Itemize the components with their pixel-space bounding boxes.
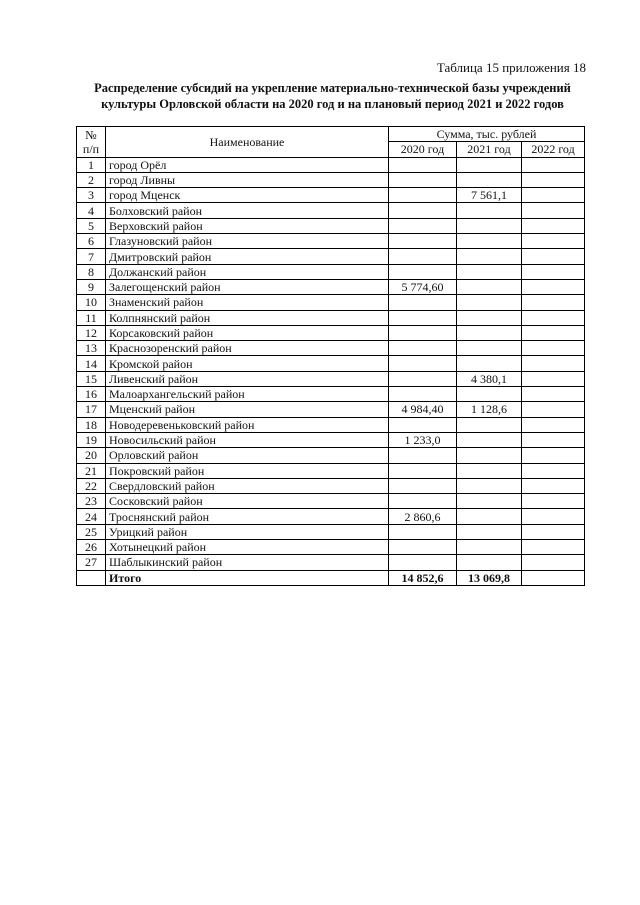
row-value-2020	[389, 188, 457, 203]
row-value-2021	[457, 249, 522, 264]
row-number: 2	[77, 172, 106, 187]
row-value-2022	[522, 463, 585, 478]
row-value-2021	[457, 524, 522, 539]
row-value-2021: 7 561,1	[457, 188, 522, 203]
row-value-2022	[522, 234, 585, 249]
column-header-2022: 2022 год	[522, 142, 585, 157]
table-row	[77, 402, 585, 417]
table-row	[77, 172, 585, 187]
row-number: 27	[77, 555, 106, 570]
table-row	[77, 509, 585, 524]
table-row	[77, 478, 585, 493]
table-row	[77, 432, 585, 447]
row-value-2021	[457, 341, 522, 356]
row-name: Залегощенский район	[106, 279, 389, 294]
row-value-2022	[522, 325, 585, 340]
row-value-2022	[522, 356, 585, 371]
table-row	[77, 448, 585, 463]
row-value-2022	[522, 417, 585, 432]
row-value-2021	[457, 555, 522, 570]
row-number: 10	[77, 295, 106, 310]
total-number-cell	[77, 570, 106, 585]
total-label: Итого	[106, 570, 389, 585]
row-value-2020	[389, 341, 457, 356]
row-name: Троснянский район	[106, 509, 389, 524]
table-row	[77, 188, 585, 203]
row-name: Хотынецкий район	[106, 540, 389, 555]
row-value-2020	[389, 264, 457, 279]
row-number: 26	[77, 540, 106, 555]
row-number: 9	[77, 279, 106, 294]
column-header-2020: 2020 год	[389, 142, 457, 157]
table-reference: Таблица 15 приложения 18	[436, 60, 586, 75]
row-value-2022	[522, 295, 585, 310]
row-value-2021	[457, 234, 522, 249]
row-name: Сосковский район	[106, 494, 389, 509]
row-value-2020	[389, 203, 457, 218]
row-value-2020	[389, 417, 457, 432]
row-name: Знаменский район	[106, 295, 389, 310]
row-name: Краснозоренский район	[106, 341, 389, 356]
table-row	[77, 417, 585, 432]
table-row	[77, 325, 585, 340]
row-value-2021	[457, 417, 522, 432]
table-row	[77, 264, 585, 279]
row-value-2021	[457, 295, 522, 310]
row-number: 16	[77, 387, 106, 402]
row-value-2022	[522, 203, 585, 218]
table-row	[77, 295, 585, 310]
row-number: 12	[77, 325, 106, 340]
row-value-2022	[522, 279, 585, 294]
row-name: Ливенский район	[106, 371, 389, 386]
row-name: Должанский район	[106, 264, 389, 279]
row-value-2021	[457, 463, 522, 478]
row-number: 18	[77, 417, 106, 432]
row-number: 19	[77, 432, 106, 447]
row-value-2021	[457, 478, 522, 493]
row-number: 20	[77, 448, 106, 463]
row-value-2021	[457, 494, 522, 509]
column-header-name: Наименование	[106, 127, 389, 158]
total-2020: 14 852,6	[389, 570, 457, 585]
row-name: Урицкий район	[106, 524, 389, 539]
row-value-2022	[522, 478, 585, 493]
row-number: 11	[77, 310, 106, 325]
row-value-2020: 5 774,60	[389, 279, 457, 294]
subsidy-table	[76, 126, 585, 586]
column-header-2021: 2021 год	[457, 142, 522, 157]
row-name: Шаблыкинский район	[106, 555, 389, 570]
row-value-2022	[522, 264, 585, 279]
row-value-2020	[389, 310, 457, 325]
row-name: Дмитровский район	[106, 249, 389, 264]
row-value-2020	[389, 555, 457, 570]
table-row	[77, 540, 585, 555]
row-name: Новосильский район	[106, 432, 389, 447]
row-value-2020	[389, 172, 457, 187]
row-value-2020	[389, 249, 457, 264]
column-header-sum-group: Сумма, тыс. рублей	[389, 127, 585, 142]
column-header-number-line2: п/п	[82, 141, 100, 156]
row-value-2020: 1 233,0	[389, 432, 457, 447]
row-value-2022	[522, 341, 585, 356]
row-value-2021	[457, 509, 522, 524]
row-value-2022	[522, 509, 585, 524]
row-value-2020	[389, 371, 457, 386]
row-value-2020	[389, 356, 457, 371]
total-2022	[522, 570, 585, 585]
row-value-2021	[457, 356, 522, 371]
row-value-2022	[522, 157, 585, 172]
row-number: 5	[77, 218, 106, 233]
row-value-2020	[389, 448, 457, 463]
table-row	[77, 279, 585, 294]
row-value-2021	[457, 264, 522, 279]
row-value-2021	[457, 387, 522, 402]
row-value-2021	[457, 279, 522, 294]
row-value-2021	[457, 203, 522, 218]
row-number: 1	[77, 157, 106, 172]
table-body	[77, 157, 585, 585]
row-value-2021	[457, 157, 522, 172]
row-name: Колпнянский район	[106, 310, 389, 325]
row-number: 21	[77, 463, 106, 478]
row-value-2022	[522, 524, 585, 539]
row-value-2021	[457, 540, 522, 555]
row-value-2020	[389, 540, 457, 555]
row-number: 25	[77, 524, 106, 539]
row-value-2022	[522, 432, 585, 447]
row-value-2020	[389, 387, 457, 402]
row-number: 4	[77, 203, 106, 218]
row-number: 23	[77, 494, 106, 509]
row-name: город Ливны	[106, 172, 389, 187]
row-value-2020	[389, 478, 457, 493]
row-value-2020: 2 860,6	[389, 509, 457, 524]
row-number: 15	[77, 371, 106, 386]
table-row	[77, 494, 585, 509]
row-value-2021	[457, 325, 522, 340]
row-value-2020: 4 984,40	[389, 402, 457, 417]
column-header-number	[77, 127, 106, 158]
row-value-2020	[389, 157, 457, 172]
document-title: Распределение субсидий на укрепление материально-технической базы учреждений культуры Орловской области на 2020 год и на плановый период 2021 и 2022 годов	[94, 81, 571, 111]
row-number: 22	[77, 478, 106, 493]
table-row	[77, 310, 585, 325]
row-name: город Орёл	[106, 157, 389, 172]
row-value-2021	[457, 310, 522, 325]
row-number: 24	[77, 509, 106, 524]
table-row	[77, 218, 585, 233]
row-value-2022	[522, 494, 585, 509]
row-name: Верховский район	[106, 218, 389, 233]
row-name: Орловский район	[106, 448, 389, 463]
row-number: 13	[77, 341, 106, 356]
row-value-2022	[522, 540, 585, 555]
row-name: Малоархангельский район	[106, 387, 389, 402]
row-value-2021	[457, 172, 522, 187]
table-row	[77, 555, 585, 570]
table-row	[77, 524, 585, 539]
row-value-2022	[522, 310, 585, 325]
row-value-2020	[389, 234, 457, 249]
table-total-row	[77, 570, 585, 585]
row-value-2022	[522, 371, 585, 386]
row-number: 14	[77, 356, 106, 371]
row-value-2022	[522, 448, 585, 463]
table-row	[77, 157, 585, 172]
table-header-row	[77, 127, 585, 142]
row-value-2022	[522, 555, 585, 570]
row-name: Корсаковский район	[106, 325, 389, 340]
row-number: 6	[77, 234, 106, 249]
row-name: Покровский район	[106, 463, 389, 478]
row-value-2021: 1 128,6	[457, 402, 522, 417]
row-value-2021: 4 380,1	[457, 371, 522, 386]
row-value-2020	[389, 325, 457, 340]
row-value-2020	[389, 494, 457, 509]
row-name: Мценский район	[106, 402, 389, 417]
column-header-number-line1: №	[85, 127, 97, 142]
row-value-2020	[389, 218, 457, 233]
row-value-2021	[457, 448, 522, 463]
table-row	[77, 371, 585, 386]
row-value-2022	[522, 172, 585, 187]
table-row	[77, 463, 585, 478]
row-number: 8	[77, 264, 106, 279]
row-name: Новодеревеньковский район	[106, 417, 389, 432]
row-value-2021	[457, 432, 522, 447]
table-row	[77, 249, 585, 264]
row-name: Свердловский район	[106, 478, 389, 493]
row-value-2020	[389, 463, 457, 478]
row-value-2022	[522, 249, 585, 264]
table-row	[77, 356, 585, 371]
total-2021: 13 069,8	[457, 570, 522, 585]
table-row	[77, 203, 585, 218]
row-value-2020	[389, 524, 457, 539]
row-number: 7	[77, 249, 106, 264]
row-number: 3	[77, 188, 106, 203]
row-value-2022	[522, 188, 585, 203]
row-value-2020	[389, 295, 457, 310]
table-row	[77, 341, 585, 356]
row-value-2021	[457, 218, 522, 233]
row-name: Кромской район	[106, 356, 389, 371]
row-number: 17	[77, 402, 106, 417]
row-value-2022	[522, 218, 585, 233]
row-value-2022	[522, 387, 585, 402]
row-value-2022	[522, 402, 585, 417]
row-name: Глазуновский район	[106, 234, 389, 249]
row-name: город Мценск	[106, 188, 389, 203]
table-row	[77, 234, 585, 249]
table-row	[77, 387, 585, 402]
row-name: Болховский район	[106, 203, 389, 218]
